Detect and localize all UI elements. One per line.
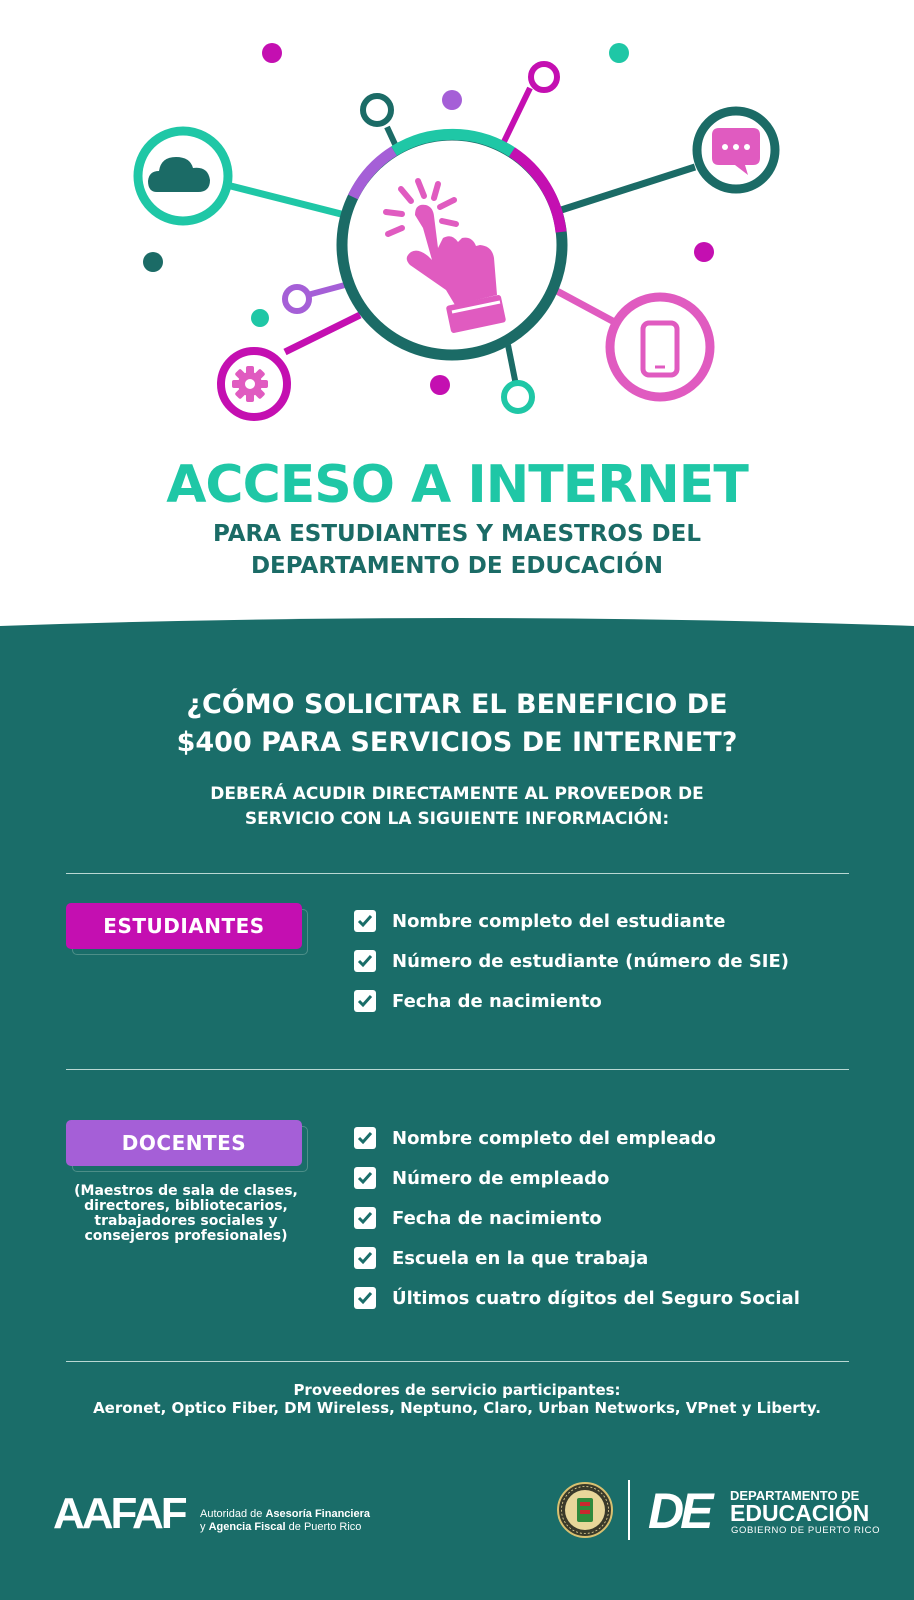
instruction-line: SERVICIO CON LA SIGUIENTE INFORMACIÓN: (244, 809, 670, 829)
note-line: directores, bibliotecarios, (84, 1198, 288, 1214)
decor-dot (262, 43, 282, 63)
checklist-text: Últimos cuatro dígitos del Seguro Social (392, 1288, 800, 1309)
subtitle-line: PARA ESTUDIANTES Y MAESTROS DEL (213, 521, 701, 547)
panel-background (0, 618, 914, 1600)
students-tag (66, 903, 306, 949)
students-label: ESTUDIANTES (66, 903, 302, 949)
checkbox-icon (354, 1287, 376, 1309)
checklist-item (354, 990, 874, 1030)
de-government-line: GOBIERNO DE PUERTO RICO (731, 1525, 881, 1536)
question-line: $400 PARA SERVICIOS DE INTERNET? (176, 727, 738, 758)
question-title (0, 686, 914, 762)
cloud-icon (138, 131, 228, 221)
question-line: ¿CÓMO SOLICITAR EL BENEFICIO DE (186, 689, 728, 720)
logo-separator (628, 1480, 630, 1540)
students-checklist (354, 910, 874, 1030)
checklist-text: Número de estudiante (número de SIE) (392, 951, 790, 972)
providers-title: Proveedores de servicio participantes: (293, 1381, 621, 1399)
connector-line (508, 345, 516, 385)
checkbox-icon (354, 910, 376, 932)
checklist-item (354, 1127, 874, 1167)
checkbox-icon (354, 990, 376, 1012)
connector-line (285, 315, 360, 352)
connector-line (215, 182, 345, 215)
checkbox-icon (354, 1127, 376, 1149)
de-title-line: EDUCACIÓN (730, 1500, 870, 1526)
subtitle (0, 518, 914, 582)
checklist-text: Nombre completo del estudiante (392, 911, 726, 932)
aafaf-logo: AAFAF (53, 1489, 185, 1538)
hero-section (0, 0, 914, 640)
decor-dot (251, 309, 269, 327)
node-ring (285, 287, 309, 311)
aafaf-tagline-line: Autoridad de Asesoría Financiera (200, 1508, 370, 1520)
checklist-item (354, 1167, 874, 1207)
checklist-text: Nombre completo del empleado (392, 1128, 716, 1149)
connector-line (555, 290, 620, 325)
connector-line (555, 167, 695, 212)
divider (66, 873, 849, 874)
checklist-item (354, 910, 874, 950)
node-ring (504, 383, 532, 411)
aafaf-tagline-line: y Agencia Fiscal de Puerto Rico (200, 1521, 362, 1533)
checkbox-icon (354, 1207, 376, 1229)
smartphone-icon (610, 297, 710, 397)
instruction-line: DEBERÁ ACUDIR DIRECTAMENTE AL PROVEEDOR DE (210, 784, 704, 804)
checklist-item (354, 1207, 874, 1247)
info-panel (0, 618, 914, 1600)
decor-dot (609, 43, 629, 63)
chat-bubble-icon (697, 111, 775, 189)
providers-list: Aeronet, Optico Fiber, DM Wireless, Neptuno, Claro, Urban Networks, VPnet y Liberty. (93, 1399, 821, 1417)
node-ring (531, 64, 557, 90)
checklist-text: Fecha de nacimiento (392, 991, 602, 1012)
note-line: (Maestros de sala de clases, (74, 1183, 298, 1199)
network-illustration (0, 0, 914, 440)
puerto-rico-seal-icon (557, 1482, 613, 1538)
note-line: consejeros profesionales) (84, 1228, 288, 1244)
main-title: ACCESO A INTERNET (166, 455, 748, 515)
decor-dot (430, 375, 450, 395)
decor-dot (442, 90, 462, 110)
teachers-label: DOCENTES (66, 1120, 302, 1166)
instruction-text (0, 782, 914, 832)
checklist-text: Escuela en la que trabaja (392, 1248, 649, 1269)
gear-icon (221, 351, 287, 417)
connector-line (500, 88, 530, 150)
teachers-tag (66, 1120, 306, 1166)
divider (66, 1361, 849, 1362)
checkbox-icon (354, 950, 376, 972)
de-logo: DE (648, 1483, 710, 1539)
decor-dot (694, 242, 714, 262)
checklist-item (354, 950, 874, 990)
divider (66, 1069, 849, 1070)
checklist-item (354, 1287, 874, 1327)
de-title-line: DEPARTAMENTO DE (730, 1488, 860, 1503)
teachers-note (66, 1184, 306, 1244)
decor-dot (143, 252, 163, 272)
subtitle-line: DEPARTAMENTO DE EDUCACIÓN (250, 553, 664, 579)
teachers-checklist (354, 1127, 874, 1327)
node-ring (363, 96, 391, 124)
checklist-text: Número de empleado (392, 1168, 610, 1189)
aafaf-tagline (200, 1508, 370, 1534)
checkbox-icon (354, 1247, 376, 1269)
checkbox-icon (354, 1167, 376, 1189)
checklist-item (354, 1247, 874, 1287)
checklist-text: Fecha de nacimiento (392, 1208, 602, 1229)
note-line: trabajadores sociales y (94, 1213, 278, 1229)
